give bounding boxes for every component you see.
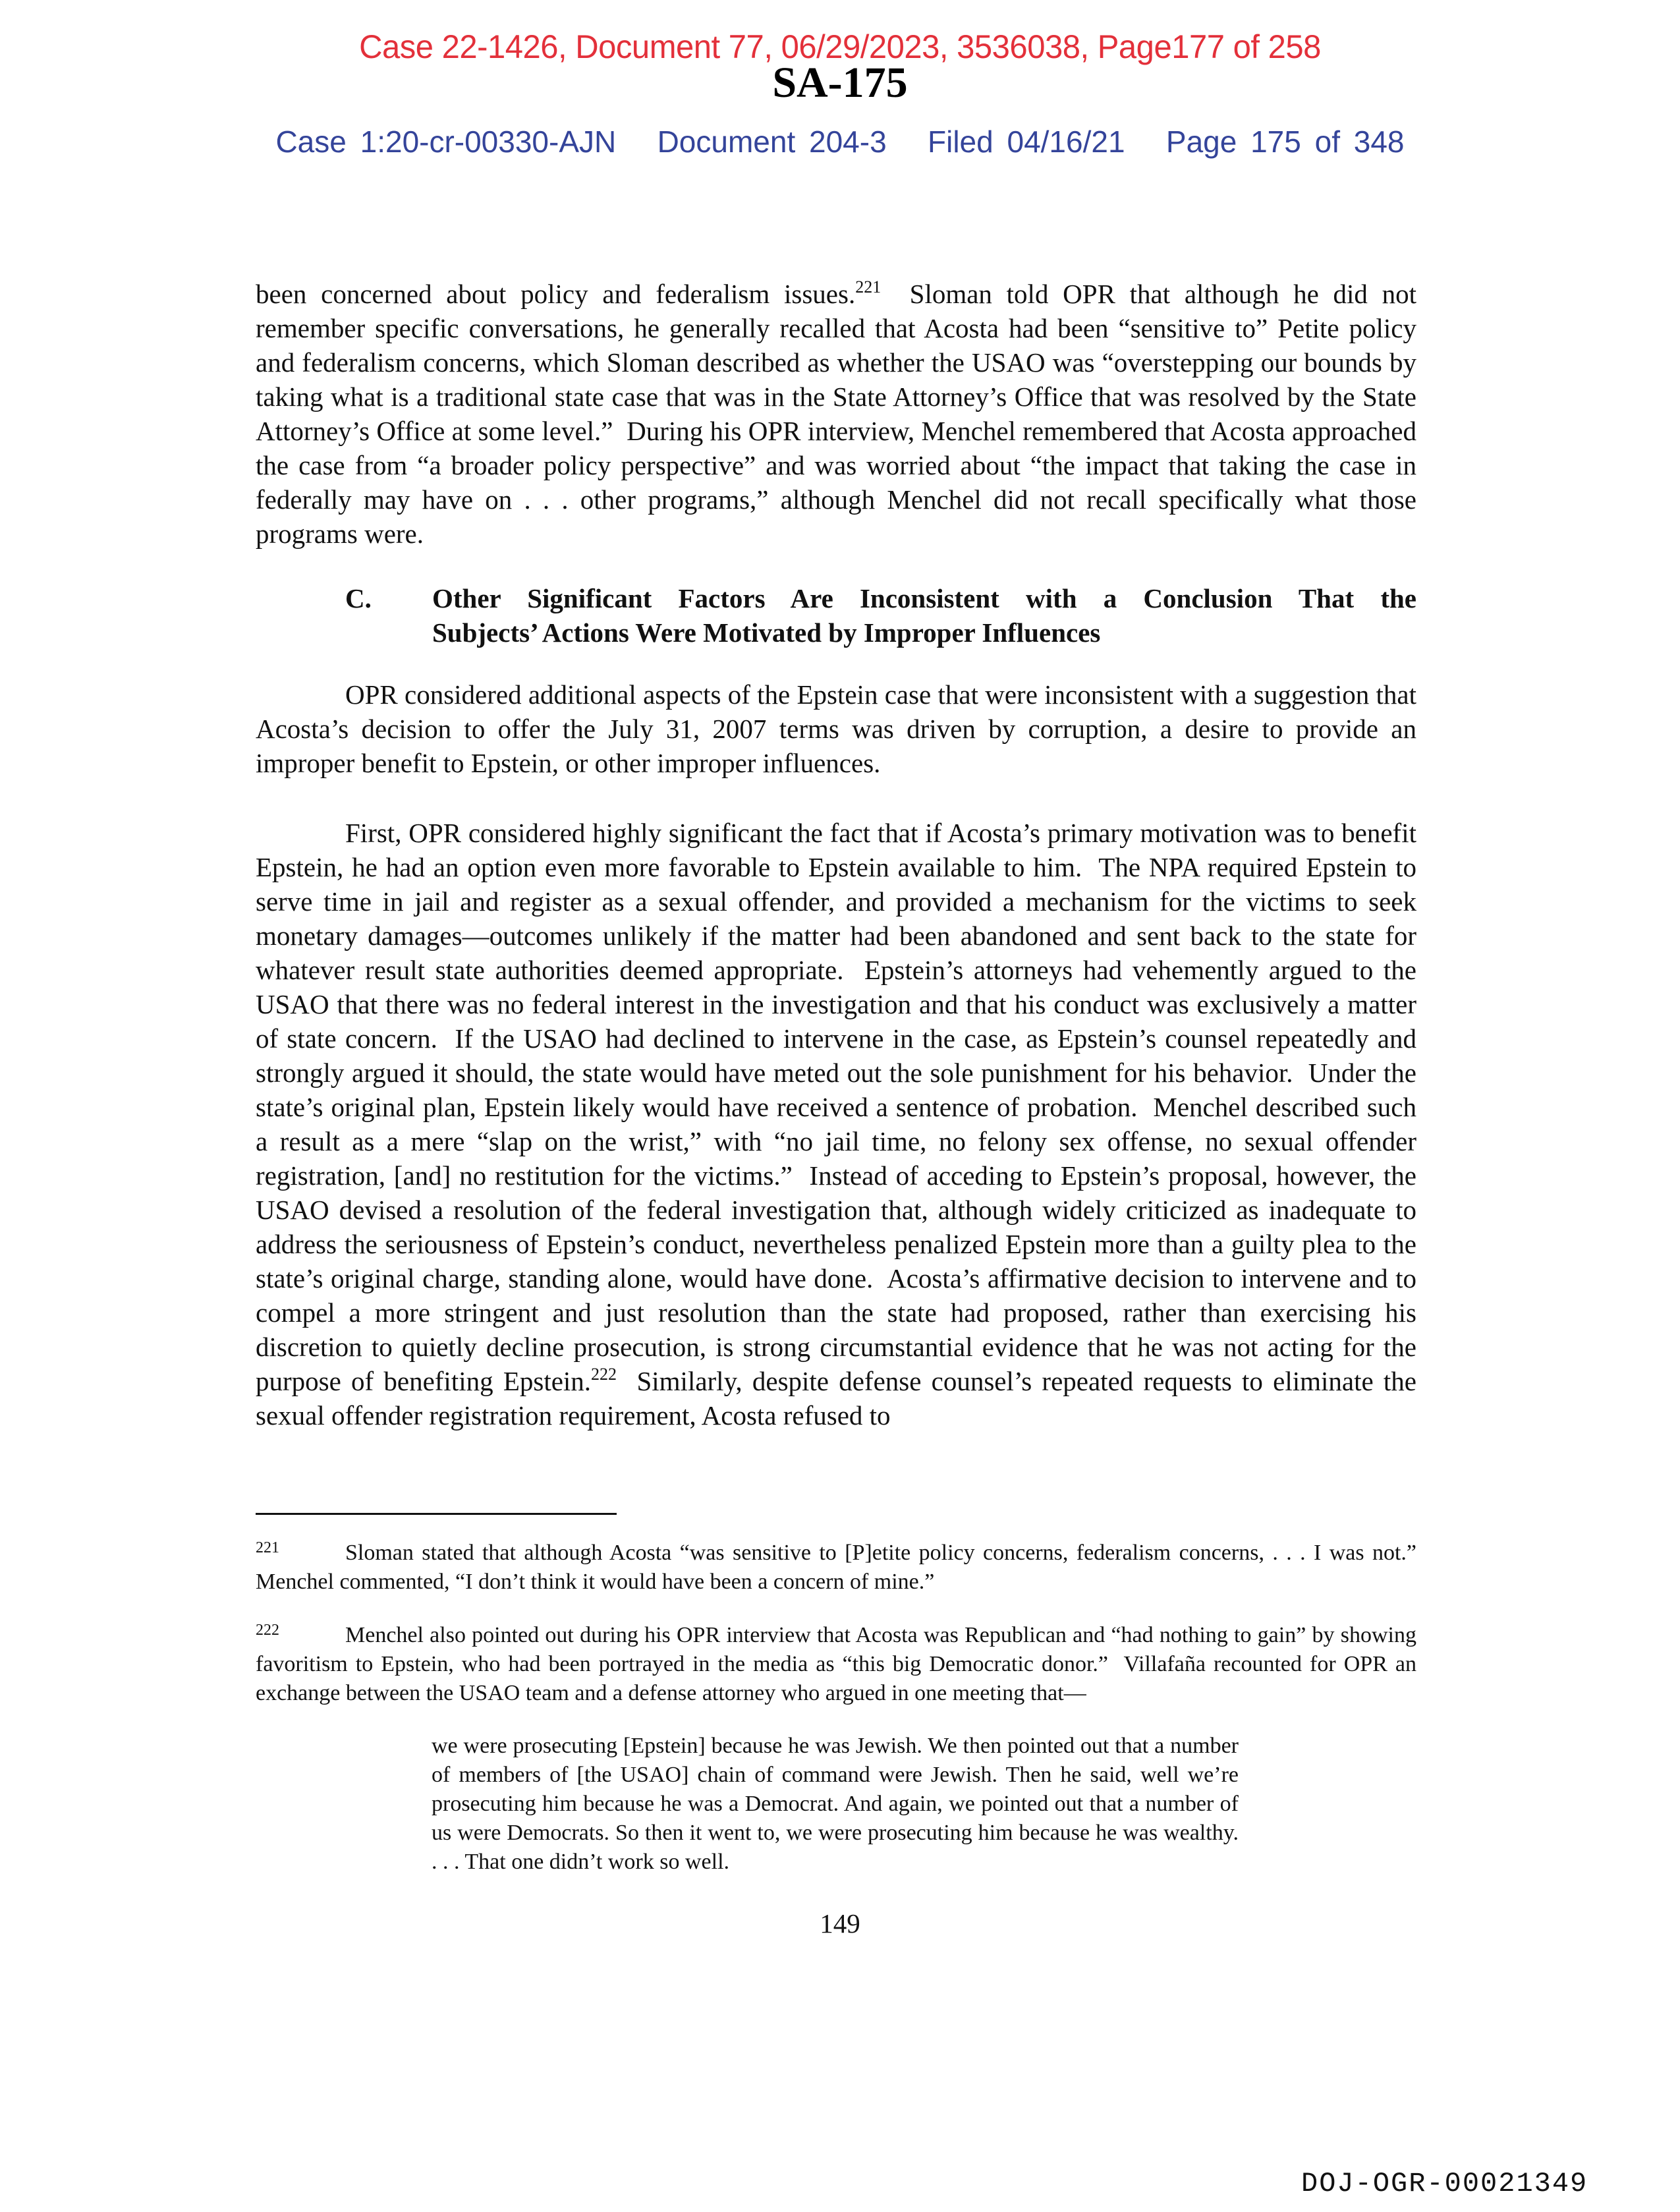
footnote-221 xyxy=(256,1539,1428,1597)
section-title xyxy=(432,581,1416,650)
appendix-page-label: SA-175 xyxy=(772,59,908,107)
footnote-separator xyxy=(256,1513,617,1515)
section-heading-c xyxy=(256,581,1416,654)
paragraph-text: Sloman told OPR that although he did not remember specific conversations, he generally recalled that Acosta had been “sensitive to” Petite policy and federalism concerns, which Sloman described as whether the USAO was “overstepping our bounds by taking what is a traditional state case that was in the State Attorney’s Office that was resolved by the State Attorney’s Office at some level.” During his OPR interview, Menchel remembered that Acosta approached the case from “a broader policy perspective” and was worried about “the impact that taking the case in federally may have on . . . other programs,” although Menchel did not recall specifically what those programs were. xyxy=(256,279,1424,549)
section-title-line-2: Subjects’ Actions Were Motivated by Improper Influences xyxy=(432,617,1101,648)
paragraph-text: been concerned about policy and federalism issues. xyxy=(256,279,856,309)
section-title-line-1: Other Significant Factors Are Inconsistent with a Conclusion That the xyxy=(432,583,1416,613)
paragraph-text: Similarly, despite defense counsel’s repeated requests to eliminate the sexual offender registration requirement, Acosta refused to xyxy=(256,1366,1424,1431)
paragraph-opr-considered xyxy=(256,677,1416,780)
paragraph-first-opr xyxy=(256,816,1424,1432)
footnote-text: Sloman stated that although Acosta “was sensitive to [P]etite policy concerns, federalism concerns, . . . I was not.” Menchel commented, “I don’t think it would have been a concern of mine.” xyxy=(256,1541,1428,1594)
district-case-stamp: Case 1:20-cr-00330-AJN Document 204-3 Filed 04/16/21 Page 175 of 348 xyxy=(275,125,1405,159)
footnote-222-block-quote: we were prosecuting [Epstein] because he was Jewish. We then pointed out that a number of members of [the USAO] chain of command were Jewish. Then he said, well we’re prosecuting him because he was a Democrat. And again, we pointed out that a number of us were Democrats. So then it went to, we were prosecuting him because he was wealthy. . . . That one didn’t work so well. xyxy=(432,1734,1239,1874)
footnote-number: 221 xyxy=(256,1539,279,1556)
footnote-222 xyxy=(256,1621,1422,1708)
page-number: 149 xyxy=(820,1908,860,1939)
appeal-case-stamp: Case 22-1426, Document 77, 06/29/2023, 3536038, Page177 of 258 xyxy=(359,28,1321,65)
bates-number: DOJ-OGR-00021349 xyxy=(1301,2168,1588,2199)
section-letter: C. xyxy=(345,583,372,613)
paragraph-text: OPR considered additional aspects of the Epstein case that were inconsistent with a suggestion that Acosta’s decision to offer the July 31, 2007 terms was driven by corruption, a desire to provide an improper benefit to Epstein, or other improper influences. xyxy=(256,679,1416,778)
footnote-text: Menchel also pointed out during his OPR interview that Acosta was Republican and “had nothing to gain” by showing favoritism to Epstein, who had been portrayed in the media as “this big Democratic donor.” Villafaña recounted for OPR an exchange between the USAO team and a defense attorney who argued in one meeting that— xyxy=(256,1623,1422,1705)
footnote-ref-221[interactable]: 221 xyxy=(855,277,882,297)
paragraph-text: First, OPR considered highly significant the fact that if Acosta’s primary motivation was to benefit Epstein, he had an option even more favorable to Epstein available to him. The NPA required Epstein to serve time in jail and register as a sexual offender, and provided a mechanism for the victims to seek monetary damages—outcomes unlikely if the matter had been abandoned and sent back to the state for whatever result state authorities deemed appropriate. Epstein’s attorneys had vehemently argued to the USAO that there was no federal interest in the investigation and that his conduct was exclusively a matter of state concern. If the USAO had declined to intervene in the case, as Epstein’s counsel repeatedly and strongly argued it should, the state would have meted out the sole punishment for his behavior. Under the state’s original plan, Epstein likely would have received a sentence of probation. Menchel described such a result as a mere “slap on the wrist,” with “no jail time, no felony sex offense, no sexual offender registration, [and] no restitution for the victims.” Instead of acceding to Epstein’s proposal, however, the USAO devised a resolution of the federal investigation that, although widely criticized as inadequate to address the seriousness of Epstein’s conduct, nevertheless penalized Epstein more than a guilty plea to the state’s original charge, standing alone, would have done. Acosta’s affirmative decision to intervene and to compel a more stringent and just resolution than the state had proposed, rather than exercising his discretion to quietly decline prosecution, is strong circumstantial evidence that he was not acting for the purpose of benefiting Epstein. xyxy=(256,818,1424,1396)
footnote-ref-222[interactable]: 222 xyxy=(591,1365,617,1384)
footnote-number: 222 xyxy=(256,1622,279,1639)
paragraph-continuation xyxy=(256,277,1424,551)
